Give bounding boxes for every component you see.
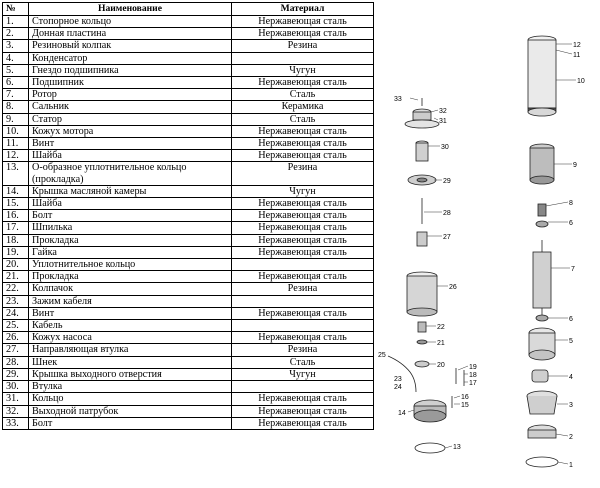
cell-material: Нержавеющая сталь xyxy=(232,417,374,429)
table-row xyxy=(3,271,374,283)
table-row xyxy=(3,113,374,125)
cell-material: Чугун xyxy=(232,64,374,76)
cell-material: Нержавеющая сталь xyxy=(232,16,374,28)
callout-13: 13 xyxy=(453,444,461,451)
callout-29: 29 xyxy=(443,178,451,185)
part-4-capacitor xyxy=(532,370,548,382)
part-30-sleeve xyxy=(416,141,428,161)
callout-6-lower: 6 xyxy=(569,316,573,323)
cell-name: Кольцо xyxy=(29,393,232,405)
callout-16: 16 xyxy=(461,394,469,401)
callout-14: 14 xyxy=(398,410,406,417)
cell-material: Нержавеющая сталь xyxy=(232,393,374,405)
cell-material: Нержавеющая сталь xyxy=(232,405,374,417)
callout-27: 27 xyxy=(443,234,451,241)
callout-19: 19 xyxy=(469,364,477,371)
callout-2: 2 xyxy=(569,434,573,441)
cell-no: 7. xyxy=(3,89,29,101)
cell-name: Гайка xyxy=(29,246,232,258)
cell-no: 1. xyxy=(3,16,29,28)
cell-no: 20. xyxy=(3,259,29,271)
callout-32: 32 xyxy=(439,108,447,115)
cell-no: 24. xyxy=(3,307,29,319)
part-2-bottom-plate xyxy=(528,425,556,438)
cell-material: Нержавеющая сталь xyxy=(232,307,374,319)
table-row xyxy=(3,89,374,101)
cell-name: Зажим кабеля xyxy=(29,295,232,307)
cell-no: 12. xyxy=(3,150,29,162)
part-27-guide-sleeve xyxy=(417,232,427,246)
cell-name: Подшипник xyxy=(29,77,232,89)
table-row xyxy=(3,307,374,319)
cell-no: 18. xyxy=(3,234,29,246)
table-row xyxy=(3,283,374,295)
part-7-rotor xyxy=(533,240,551,318)
cell-no: 2. xyxy=(3,28,29,40)
table-row xyxy=(3,417,374,429)
cell-no: 4. xyxy=(3,52,29,64)
cell-no: 3. xyxy=(3,40,29,52)
cell-no: 32. xyxy=(3,405,29,417)
part-5-bearing-seat xyxy=(529,328,555,360)
table-row xyxy=(3,77,374,89)
cell-material: Сталь xyxy=(232,89,374,101)
cell-no: 21. xyxy=(3,271,29,283)
callout-20: 20 xyxy=(437,362,445,369)
cell-no: 22. xyxy=(3,283,29,295)
cell-name: Направляющая втулка xyxy=(29,344,232,356)
cell-name: Стопорное кольцо xyxy=(29,16,232,28)
cell-no: 11. xyxy=(3,138,29,150)
cell-name: Кожух мотора xyxy=(29,125,232,137)
cell-no: 33. xyxy=(3,417,29,429)
part-10-motor-casing xyxy=(528,36,556,116)
table-row xyxy=(3,198,374,210)
header-no: № xyxy=(3,3,29,16)
callout-21: 21 xyxy=(437,340,445,347)
part-25-cable xyxy=(388,356,416,392)
cell-name: Болт xyxy=(29,417,232,429)
cell-name: Шайба xyxy=(29,198,232,210)
cell-material: Резина xyxy=(232,162,374,185)
cell-name: Статор xyxy=(29,113,232,125)
cell-material: Нержавеющая сталь xyxy=(232,198,374,210)
cell-no: 15. xyxy=(3,198,29,210)
cell-material: Нержавеющая сталь xyxy=(232,138,374,150)
part-3-rubber-cap xyxy=(527,391,557,414)
header-name: Наименование xyxy=(29,3,232,16)
part-17-19-bolts xyxy=(456,368,464,386)
table-row xyxy=(3,40,374,52)
header-material: Материал xyxy=(232,3,374,16)
cell-name: Крышка масляной камеры xyxy=(29,185,232,197)
callout-12: 12 xyxy=(573,42,581,49)
cell-no: 31. xyxy=(3,393,29,405)
part-32-outlet xyxy=(405,98,439,128)
cell-material: Нержавеющая сталь xyxy=(232,28,374,40)
cell-no: 10. xyxy=(3,125,29,137)
callout-5: 5 xyxy=(569,338,573,345)
cell-material xyxy=(232,381,374,393)
table-row xyxy=(3,210,374,222)
cell-name: О-образное уплотнительное кольцо (прокладка) xyxy=(29,162,232,185)
table-row xyxy=(3,368,374,380)
table-row xyxy=(3,234,374,246)
callout-22: 22 xyxy=(437,324,445,331)
part-6-bearing-lower xyxy=(536,315,548,321)
cell-no: 8. xyxy=(3,101,29,113)
cell-name: Резиновый колпак xyxy=(29,40,232,52)
cell-material xyxy=(232,52,374,64)
cell-no: 28. xyxy=(3,356,29,368)
part-9-stator xyxy=(530,144,554,184)
cell-no: 23. xyxy=(3,295,29,307)
callout-1: 1 xyxy=(569,462,573,469)
cell-no: 26. xyxy=(3,332,29,344)
cell-material: Резина xyxy=(232,283,374,295)
cell-name: Колпачок xyxy=(29,283,232,295)
table-row xyxy=(3,101,374,113)
callout-7: 7 xyxy=(571,266,575,273)
table-row xyxy=(3,356,374,368)
cell-material: Нержавеющая сталь xyxy=(232,246,374,258)
callout-15: 15 xyxy=(461,402,469,409)
cell-material xyxy=(232,320,374,332)
table-row xyxy=(3,28,374,40)
table-row xyxy=(3,320,374,332)
cell-name: Кожух насоса xyxy=(29,332,232,344)
table-row xyxy=(3,64,374,76)
part-1-retaining-ring xyxy=(526,457,558,467)
table-row xyxy=(3,405,374,417)
cell-name: Гнездо подшипника xyxy=(29,64,232,76)
table-row xyxy=(3,138,374,150)
part-14-oil-chamber-cover xyxy=(414,400,446,422)
callout-31: 31 xyxy=(439,118,447,125)
cell-material: Нержавеющая сталь xyxy=(232,77,374,89)
table-row xyxy=(3,332,374,344)
cell-no: 30. xyxy=(3,381,29,393)
cell-material xyxy=(232,259,374,271)
callout-8: 8 xyxy=(569,200,573,207)
table-row xyxy=(3,344,374,356)
parts-table xyxy=(2,2,374,430)
callout-25: 25 xyxy=(378,352,386,359)
cell-name: Болт xyxy=(29,210,232,222)
cell-material: Чугун xyxy=(232,185,374,197)
cell-no: 13. xyxy=(3,162,29,185)
cell-name: Шпилька xyxy=(29,222,232,234)
cell-name: Шайба xyxy=(29,150,232,162)
cell-name: Винт xyxy=(29,138,232,150)
part-8-seal xyxy=(538,204,546,216)
cell-material: Сталь xyxy=(232,356,374,368)
cell-no: 5. xyxy=(3,64,29,76)
callout-18: 18 xyxy=(469,372,477,379)
cell-name: Винт xyxy=(29,307,232,319)
cell-name: Крышка выходного отверстия xyxy=(29,368,232,380)
part-21-gasket xyxy=(417,340,427,344)
callout-10: 10 xyxy=(577,78,585,85)
cell-name: Втулка xyxy=(29,381,232,393)
part-13-o-ring xyxy=(415,443,445,453)
table-row xyxy=(3,185,374,197)
cell-no: 17. xyxy=(3,222,29,234)
cell-name: Донная пластина xyxy=(29,28,232,40)
table-row xyxy=(3,125,374,137)
callout-28: 28 xyxy=(443,210,451,217)
table-row xyxy=(3,162,374,185)
callout-23: 23 xyxy=(394,376,402,383)
cell-name: Кабель xyxy=(29,320,232,332)
cell-name: Уплотнительное кольцо xyxy=(29,259,232,271)
table-row xyxy=(3,381,374,393)
cell-no: 19. xyxy=(3,246,29,258)
cell-no: 16. xyxy=(3,210,29,222)
callout-24: 24 xyxy=(394,384,402,391)
cell-material: Нержавеющая сталь xyxy=(232,210,374,222)
cell-name: Прокладка xyxy=(29,271,232,283)
callout-6-upper: 6 xyxy=(569,220,573,227)
pump-exploded-diagram xyxy=(372,0,600,488)
table-row xyxy=(3,52,374,64)
cell-material: Нержавеющая сталь xyxy=(232,222,374,234)
cell-material: Нержавеющая сталь xyxy=(232,332,374,344)
table-row xyxy=(3,222,374,234)
table-row xyxy=(3,150,374,162)
part-22-cap xyxy=(418,322,426,332)
cell-name: Ротор xyxy=(29,89,232,101)
part-29-outlet-cover xyxy=(408,175,436,185)
cell-no: 27. xyxy=(3,344,29,356)
cell-material: Нержавеющая сталь xyxy=(232,271,374,283)
table-row xyxy=(3,246,374,258)
cell-no: 25. xyxy=(3,320,29,332)
cell-material: Нержавеющая сталь xyxy=(232,234,374,246)
cell-no: 14. xyxy=(3,185,29,197)
table-row xyxy=(3,295,374,307)
callout-4: 4 xyxy=(569,374,573,381)
cell-material: Керамика xyxy=(232,101,374,113)
cell-material: Резина xyxy=(232,344,374,356)
callout-11: 11 xyxy=(573,52,581,59)
callout-33: 33 xyxy=(394,96,402,103)
part-6-bearing-upper xyxy=(536,221,548,227)
table-row xyxy=(3,16,374,28)
cell-name: Сальник xyxy=(29,101,232,113)
callout-30: 30 xyxy=(441,144,449,151)
part-26-pump-casing xyxy=(407,272,437,316)
callout-3: 3 xyxy=(569,402,573,409)
part-20-seal-ring xyxy=(415,361,429,367)
table-header-row xyxy=(3,3,374,16)
cell-material: Чугун xyxy=(232,368,374,380)
cell-no: 9. xyxy=(3,113,29,125)
table-row xyxy=(3,259,374,271)
cell-name: Прокладка xyxy=(29,234,232,246)
cell-material: Нержавеющая сталь xyxy=(232,150,374,162)
table-row xyxy=(3,393,374,405)
callout-26: 26 xyxy=(449,284,457,291)
cell-name: Шнек xyxy=(29,356,232,368)
cell-material: Сталь xyxy=(232,113,374,125)
cell-material: Нержавеющая сталь xyxy=(232,125,374,137)
callout-17: 17 xyxy=(469,380,477,387)
callout-9: 9 xyxy=(573,162,577,169)
cell-no: 6. xyxy=(3,77,29,89)
cell-name: Выходной патрубок xyxy=(29,405,232,417)
cell-name: Конденсатор xyxy=(29,52,232,64)
cell-material xyxy=(232,295,374,307)
cell-no: 29. xyxy=(3,368,29,380)
cell-material: Резина xyxy=(232,40,374,52)
